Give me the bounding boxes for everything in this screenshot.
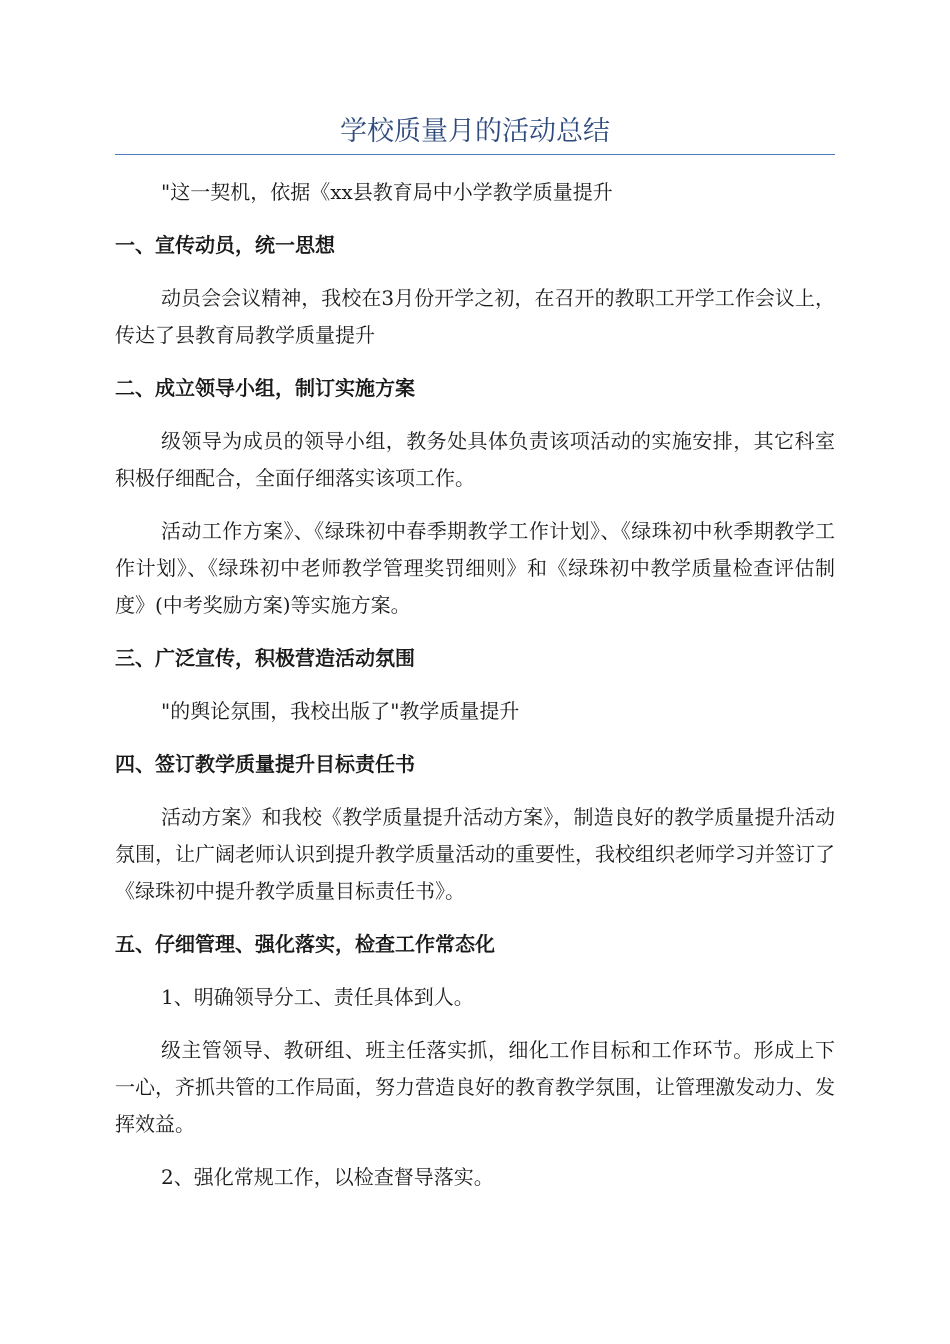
document-body (115, 174, 835, 1212)
paragraph: 1、明确领导分工、责任具体到人。 (161, 985, 474, 1009)
section-heading: 三、广泛宣传，积极营造活动氛围 (115, 646, 415, 670)
paragraph: 2、强化常规工作，以检查督导落实。 (161, 1165, 494, 1189)
section-heading: 五、仔细管理、强化落实，检查工作常态化 (115, 932, 495, 956)
paragraph: 级主管领导、教研组、班主任落实抓，细化工作目标和工作环节。形成上下一心，齐抓共管的工作局面，努力营造良好的教育教学氛围，让管理激发动力、发挥效益。 (115, 1038, 835, 1136)
title-underline (115, 154, 835, 155)
paragraph: 动员会会议精神，我校在3月份开学之初，在召开的教职工开学工作会议上，传达了县教育局教学质量提升 (115, 286, 835, 347)
paragraph: 活动方案》和我校《教学质量提升活动方案》，制造良好的教学质量提升活动氛围，让广阔老师认识到提升教学质量活动的重要性，我校组织老师学习并签订了《绿珠初中提升教学质量目标责任书》。 (115, 805, 835, 903)
section-heading: 一、宣传动员，统一思想 (115, 233, 335, 257)
page-title: 学校质量月的活动总结 (340, 116, 610, 147)
section-heading: 二、成立领导小组，制订实施方案 (115, 376, 415, 400)
paragraph: 活动工作方案》、《绿珠初中春季期教学工作计划》、《绿珠初中秋季期教学工作计划》、《绿珠初中老师教学管理奖罚细则》和《绿珠初中教学质量检查评估制度》(中考奖励方案)等实施方案。 (115, 519, 835, 617)
paragraph: "这一契机，依据《xx县教育局中小学教学质量提升 (161, 180, 613, 204)
paragraph: 级领导为成员的领导小组，教务处具体负责该项活动的实施安排，其它科室积极仔细配合，全面仔细落实该项工作。 (115, 429, 835, 490)
paragraph: "的舆论氛围，我校出版了"教学质量提升 (161, 699, 520, 723)
section-heading: 四、签订教学质量提升目标责任书 (115, 752, 415, 776)
